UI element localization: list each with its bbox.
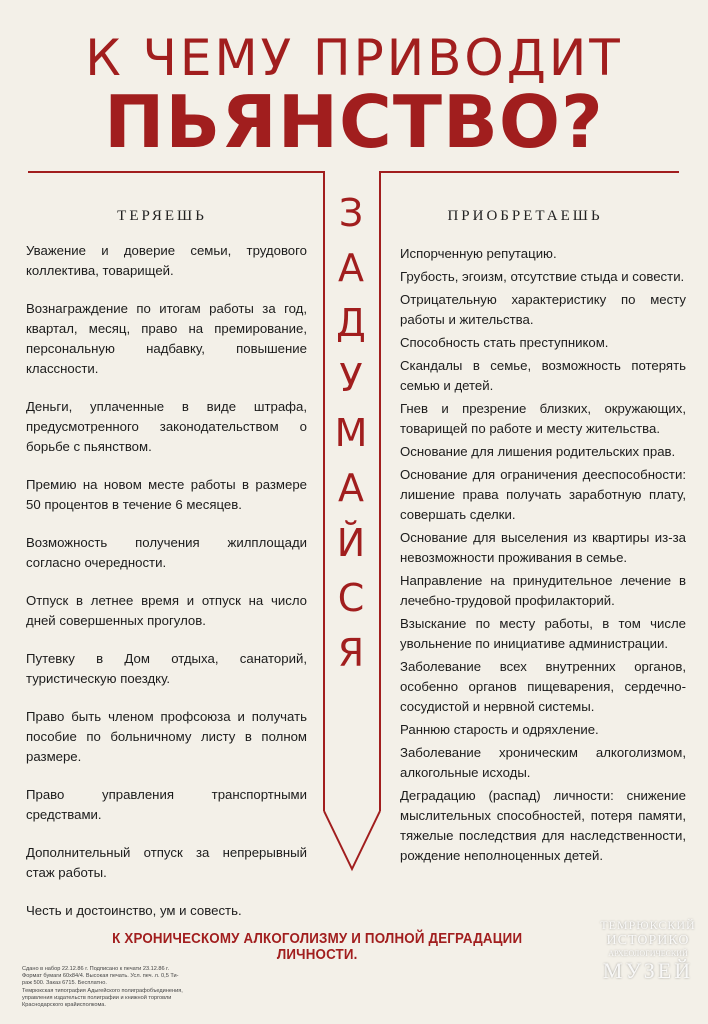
losses-list xyxy=(26,241,307,939)
museum-watermark xyxy=(592,918,704,984)
lose-item: Уважение и доверие семьи, трудового коллектива, товарищей. xyxy=(26,243,307,278)
gain-item: Основание для ограничения дееспособности: лишение права получать заработную плату, совершать сделки. xyxy=(400,467,686,522)
vertical-letter: С xyxy=(337,576,365,620)
vertical-letter: Й xyxy=(336,521,366,565)
watermark-line: ТЕМРЮКСКИЙ xyxy=(600,918,696,932)
left-vertical-rule xyxy=(323,171,325,811)
gain-item: Испорченную репутацию. xyxy=(400,246,557,261)
gain-item: Заболевание всех внутренних органов, особенно органов пищеварения, сердечно-сосудистой и нервной системы. xyxy=(400,659,686,714)
watermark-line: АРХЕОЛОГИЧЕСКИЙ xyxy=(608,949,688,958)
gain-item: Отрицательную характеристику по месту работы и жительства. xyxy=(400,292,686,327)
vertical-letter: З xyxy=(338,191,364,235)
watermark-line: МУЗЕЙ xyxy=(602,958,694,983)
left-top-rule xyxy=(28,171,325,173)
gain-item: Способность стать преступником. xyxy=(400,335,609,350)
lose-item: Деньги, уплаченные в виде штрафа, предусмотренного законодательством о борьбе с пьянством. xyxy=(26,399,307,454)
right-vertical-rule xyxy=(379,171,381,811)
lose-item: Вознаграждение по итогам работы за год, квартал, месяц, право на премирование, персональную надбавку, повышение классности. xyxy=(26,301,307,376)
lose-item: Возможность получения жилплощади согласно очередности. xyxy=(26,535,307,570)
lose-item: Право быть членом профсоюза и получать пособие по больничному листу в полном размере. xyxy=(26,709,307,764)
lose-item: Право управления транспортными средствами. xyxy=(26,787,307,822)
gain-item: Взыскание по месту работы, в том числе увольнение по инициативе администрации. xyxy=(400,616,686,651)
gains-list xyxy=(400,244,686,869)
footer-slogan: К ХРОНИЧЕСКОМУ АЛКОГОЛИЗМУ И ПОЛНОЙ ДЕГРАДАЦИИ ЛИЧНОСТИ. xyxy=(112,931,523,963)
lose-item: Дополнительный отпуск за непрерывный стаж работы. xyxy=(26,845,307,880)
imprint-line: Краснодарского крайисполкома. xyxy=(22,1002,106,1009)
print-imprint xyxy=(22,966,202,1009)
gain-item: Основание для лишения родительских прав. xyxy=(400,444,676,459)
vertical-letter: У xyxy=(339,356,363,400)
vertical-letter: М xyxy=(334,411,368,455)
lose-item: Путевку в Дом отдыха, санаторий, туристическую поездку. xyxy=(26,651,307,686)
poster-title-line2: ПЬЯНСТВО? xyxy=(104,80,604,164)
watermark-line: ИСТОРИКО xyxy=(606,933,690,948)
lose-item: Честь и достоинство, ум и совесть. xyxy=(26,903,242,918)
vertical-letter: А xyxy=(338,246,364,290)
imprint-line: Сдано в набор 22.12.86 г. Подписано к печати 23.12.86 г. xyxy=(22,966,170,972)
gain-item: Гнев и презрение близких, окружающих, товарищей по работе и месту жительства. xyxy=(400,401,686,436)
gain-item: Направление на принудительное лечение в лечебно-трудовой профилакторий. xyxy=(400,573,686,608)
vertical-word xyxy=(328,186,374,681)
lose-item: Премию на новом месте работы в размере 50 процентов в течение 6 месяцев. xyxy=(26,477,307,512)
left-column-heading: ТЕРЯЕШЬ xyxy=(117,208,207,224)
gain-item: Скандалы в семье, возможность потерять семью и детей. xyxy=(400,358,686,393)
imprint-line: Темрюкская типография Адыгейского полиграфобъединения, xyxy=(22,987,183,994)
gain-item: Раннюю старость и одряхление. xyxy=(400,722,599,737)
arrow-tip-icon xyxy=(318,805,386,875)
imprint-line: управления издательств полиграфии и книжной торговли xyxy=(22,994,172,1001)
gain-item: Грубость, эгоизм, отсутствие стыда и совести. xyxy=(400,269,685,284)
lose-item: Отпуск в летнее время и отпуск на число дней совершенных прогулов. xyxy=(26,593,307,628)
right-column-heading: ПРИОБРЕТАЕШЬ xyxy=(447,208,603,224)
gain-item: Деградацию (распад) личности: снижение мыслительных способностей, потеря памяти, тяжелые последствия для наследственности, рождение неполноценных детей. xyxy=(400,788,686,863)
imprint-line: Формат бумаги 60х84/4. Высокая печать. Усл. печ. л. 0,5 Ти- xyxy=(22,973,179,980)
gain-item: Основание для выселения из квартиры из-за невозможности проживания в семье. xyxy=(400,530,686,565)
imprint-line: раж 500. Заказ 6715. Бесплатно. xyxy=(22,980,107,987)
right-top-rule xyxy=(379,171,679,173)
vertical-letter: Д xyxy=(336,301,366,345)
vertical-letter: Я xyxy=(337,631,365,675)
vertical-letter: А xyxy=(338,466,364,510)
poster-title-line1: К ЧЕМУ ПРИВОДИТ xyxy=(85,29,623,87)
gain-item: Заболевание хроническим алкоголизмом, алкогольные исходы. xyxy=(400,745,686,780)
